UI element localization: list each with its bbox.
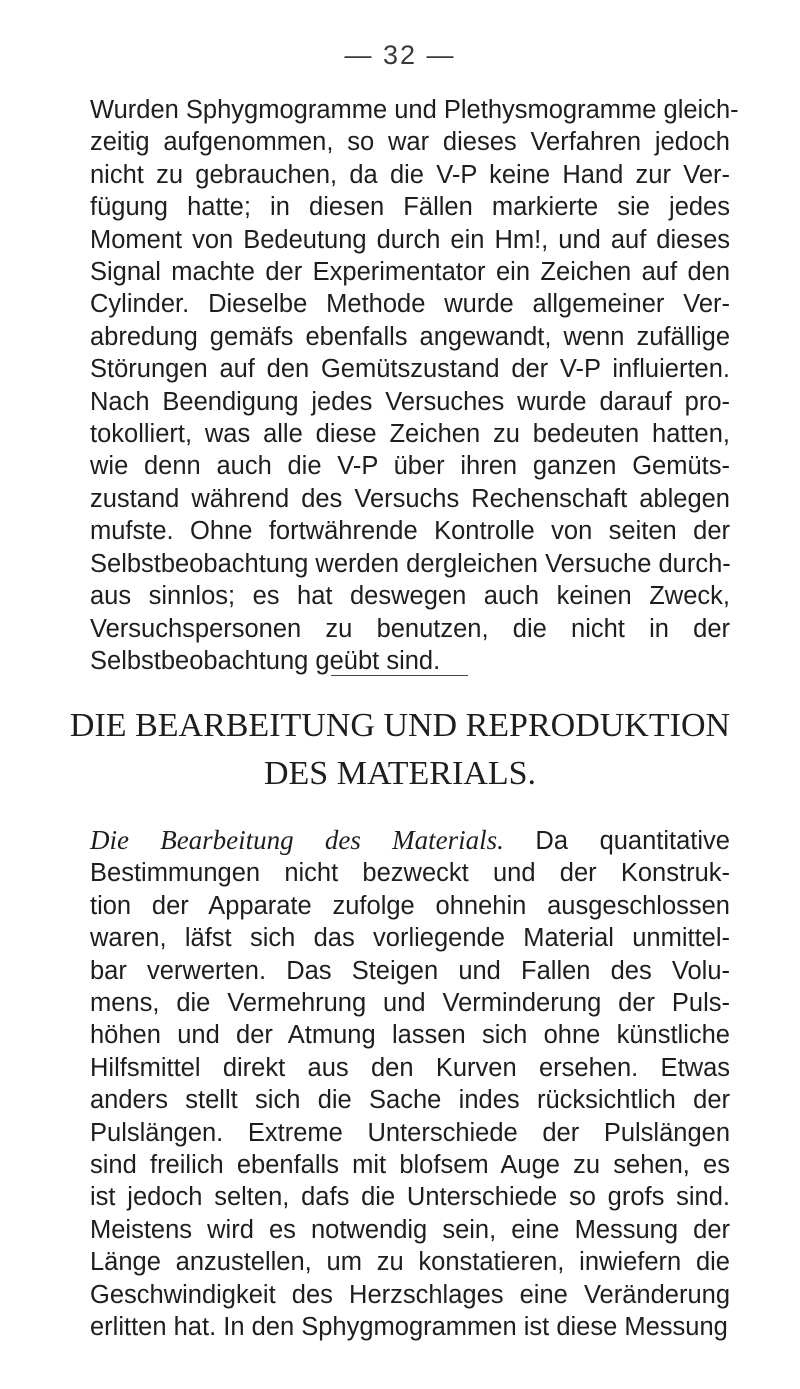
paragraph-line: Wurden Sphygmogramme und Plethysmogramme gleich-: [90, 96, 739, 124]
paragraph-line: Hilfsmittel direkt aus den Kurven ersehen. Etwas: [90, 1053, 730, 1082]
paragraph-line: Geschwindigkeit des Herzschlages eine Veränderung: [90, 1280, 730, 1309]
paragraph-line: fügung hatte; in diesen Fällen markierte sie jedes: [90, 193, 730, 222]
paragraph-line: Pulslängen. Extreme Unterschiede der Pulslängen: [90, 1118, 730, 1147]
paragraph-line: aus sinnlos; es hat deswegen auch keinen Zweck,: [90, 582, 730, 611]
page-number: — 32 —: [344, 40, 456, 70]
paragraph-line: anders stellt sich die Sache indes rücksichtlich der: [90, 1086, 730, 1115]
paragraph-line: tion der Apparate zufolge ohnehin ausgeschlossen: [90, 891, 730, 920]
paragraph-line: waren, läfst sich das vorliegende Material unmittel-: [90, 924, 730, 953]
body-paragraph-1: [90, 94, 739, 677]
paragraph-line: abredung gemäfs ebenfalls angewandt, wenn zufällige: [90, 322, 730, 351]
section-divider-rule: [331, 675, 468, 676]
paragraph-line: mufste. Ohne fortwährende Kontrolle von seiten der: [90, 517, 730, 546]
paragraph-line: Bestimmungen nicht bezweckt und der Konstruk-: [90, 859, 730, 888]
paragraph-line: höhen und der Atmung lassen sich ohne künstliche: [90, 1021, 730, 1050]
paragraph-line: Selbstbeobachtung geübt sind.: [90, 646, 441, 675]
paragraph-line: Störungen auf den Gemütszustand der V-P influierten.: [90, 355, 730, 384]
paragraph-line: Meistens wird es notwendig sein, eine Messung der: [90, 1215, 730, 1244]
paragraph-line: Versuchspersonen zu benutzen, die nicht in der: [90, 614, 730, 643]
paragraph-line: bar verwerten. Das Steigen und Fallen des Volu-: [90, 956, 730, 985]
paragraph-line: Länge anzustellen, um zu konstatieren, inwiefern die: [90, 1248, 730, 1277]
first-line-text: Da quantitative: [503, 827, 730, 855]
paragraph-line: Cylinder. Dieselbe Methode wurde allgemeiner Ver-: [90, 290, 730, 319]
paragraph-line: zeitig aufgenommen, so war dieses Verfahren jedoch: [90, 128, 730, 157]
paragraph-line: tokolliert, was alle diese Zeichen zu bedeuten hatten,: [90, 420, 730, 449]
paragraph-line: zustand während des Versuchs Rechenschaft ablegen: [90, 484, 730, 513]
paragraph-line: erlitten hat. In den Sphygmogrammen ist diese Messung: [90, 1313, 728, 1342]
section-heading: [0, 702, 800, 798]
section-heading-line-2: DES MATERIALS.: [263, 755, 537, 792]
paragraph-line: Moment von Bedeutung durch ein Hm!, und auf dieses: [90, 225, 730, 254]
run-in-title: Die Bearbeitung des Materials.: [90, 825, 504, 855]
paragraph-line: nicht zu gebrauchen, da die V-P keine Hand zur Ver-: [90, 160, 730, 189]
paragraph-line: sind freilich ebenfalls mit blofsem Auge zu sehen, es: [90, 1151, 730, 1180]
section-heading-line-1: DIE BEARBEITUNG UND REPRODUKTION: [69, 707, 731, 744]
paragraph-line: Signal machte der Experimentator ein Zeichen auf den: [90, 258, 730, 287]
paragraph-line: mens, die Vermehrung und Verminderung der Puls-: [90, 989, 730, 1018]
paragraph-line: wie denn auch die V-P über ihren ganzen Gemüts-: [90, 452, 730, 481]
paragraph-line: ist jedoch selten, dafs die Unterschiede so grofs sind.: [90, 1183, 730, 1212]
paragraph-line: Nach Beendigung jedes Versuches wurde darauf pro-: [90, 387, 730, 416]
paragraph-line: Selbstbeobachtung werden dergleichen Versuche durch-: [90, 549, 731, 578]
body-paragraph-2: [90, 824, 730, 1344]
paragraph-line: [90, 824, 730, 857]
